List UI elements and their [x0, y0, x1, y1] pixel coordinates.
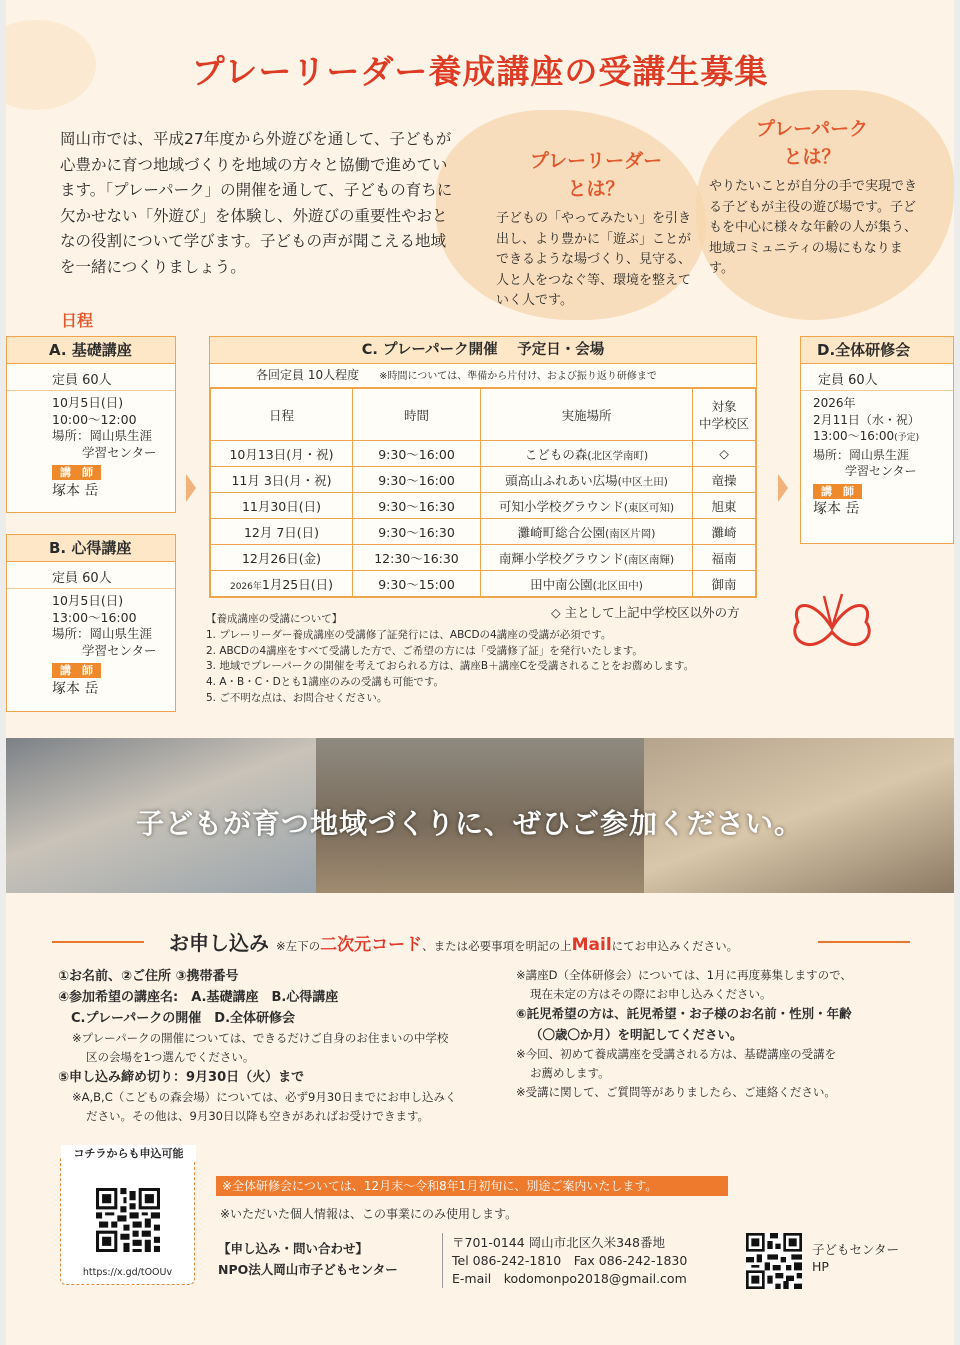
butterfly-icon — [784, 588, 880, 668]
course-d-place-2: 学習センター — [845, 464, 917, 478]
contact-org: 【申し込み・問い合わせ】 NPO法人岡山市子どもセンター — [218, 1241, 398, 1277]
course-b-capacity: 定員 60人 — [7, 562, 175, 589]
table-row: 2026年1月25日(日) 9:30〜15:00 田中南公園(北区田中) 御南 — [211, 571, 756, 597]
col-header-place: 実施場所 — [481, 389, 693, 441]
course-d-place: 場所：岡山県生涯 — [813, 447, 910, 462]
qr-label: コチラからも申込可能 — [61, 1145, 196, 1161]
table-row: 10月13日(月・祝) 9:30〜16:00 こどもの森(北区学南町) ◇ — [211, 441, 756, 467]
intro-text: 岡山市では、平成27年度から外遊びを通して、子どもが心豊かに育つ地域づくりを地域の方々と協働で進めています。「プレーパーク」の開催を通して、子どもの育ちに欠かせない「外遊び」を体験し、外遊びの重要性やおとなの役割について学びます。子どもの声が聞こえる地域を一緒につくりましょう。 — [60, 130, 453, 276]
course-a-date: 10月5日(日) — [52, 395, 124, 410]
course-b-date: 10月5日(日) — [52, 593, 124, 608]
playleader-description: 子どもの「やってみたい」を引き出し、より豊かに「遊ぶ」ことができるような場づくり、見守る、人と人をつなぐ等、環境を整えていく人です。 — [496, 211, 692, 308]
contact-email[interactable]: E-mail kodomonpo2018@gmail.com — [452, 1271, 687, 1286]
qr-application-box[interactable] — [60, 1147, 195, 1285]
privacy-note: ※いただいた個人情報は、この事業にのみ使用します。 — [220, 1207, 518, 1221]
col-header-date: 日程 — [211, 389, 353, 441]
course-c-capacity: 各回定員 10人程度 ※時間については、準備から片付け、および振り返り研修まで — [210, 364, 756, 388]
course-a-box — [6, 336, 176, 513]
course-c-box — [209, 336, 757, 598]
page-title: プレーリーダー養成講座の受講生募集 — [191, 52, 769, 91]
teacher-badge: 講 師 — [813, 484, 862, 499]
course-d-box — [800, 336, 954, 544]
photo-band — [6, 738, 954, 893]
hp-label: 子どもセンター HP — [812, 1242, 900, 1274]
course-b-time: 13:00〜16:00 — [52, 609, 137, 625]
contact-details — [452, 1234, 687, 1288]
divider — [818, 941, 910, 943]
flyer-page — [6, 0, 954, 1345]
schedule-table — [210, 388, 756, 597]
table-row: 11月30日(日) 9:30〜16:30 可知小学校グラウンド(東区可知) 旭東 — [211, 493, 756, 519]
diamond-note: ◇ 主として上記中学校区以外の方 — [551, 605, 740, 620]
course-d-year: 2026年 — [813, 396, 856, 410]
course-d-capacity: 定員 60人 — [801, 364, 953, 391]
divider — [442, 1233, 443, 1288]
table-row: 11月 3日(月・祝) 9:30〜16:00 頭高山ふれあい広場(中区土田) 竜操 — [211, 467, 756, 493]
course-a-place-2: 学習センター — [82, 444, 157, 460]
course-a-title: A. 基礎講座 — [7, 337, 175, 364]
course-c-title: C. プレーパーク開催 予定日・会場 — [210, 337, 756, 364]
course-notes: 【養成講座の受講について】 1. プレーリーダー養成講座の受講修了証発行には、ABCDの4講座の受講が必須です。 2. ABCDの4講座をすべて受講した方で、ご希望の方には「受講修了証」を発行いたします。 3. 地域でプレーパークの開催を考えておられる方は、講座B＋講座Cを受講されることをお薦めします。 4. A・B・C・Dとも1講座のみの受講も可能です。 5. ご不明な点は、お問合せください。 — [206, 613, 695, 704]
course-b-teacher: 塚本 岳 — [52, 680, 99, 697]
apply-requirements-right: ※講座D（全体研修会）については、1月に再度募集しますので、 現在未定の方はその際にお申し込みください。 ⑥託児希望の方は、託児希望・お子様のお名前・性別・年齢 （〇歳〇か月）を明記してください。 ※今回、初めて養成講座を受講される方は、基礎講座の受講を お薦めします。 ※受講に関して、ご質問等がありましたら、ご連絡ください。 — [516, 968, 852, 1099]
course-d-title: D.全体研修会 — [801, 337, 953, 364]
playpark-heading: プレーパーク とは？ — [755, 118, 869, 168]
arrow-right-icon — [186, 474, 196, 502]
course-a-capacity: 定員 60人 — [7, 364, 175, 391]
qr-code-icon[interactable] — [96, 1188, 160, 1252]
playpark-description: やりたいことが自分の手で実現できる子どもが主役の遊び場です。子どもを中心に様々な年齢の人が集う、地域コミュニティの場にもなります。 — [709, 179, 918, 276]
qr-url[interactable]: https://x.gd/tOOUv — [82, 1267, 173, 1278]
schedule-label: 日程 — [61, 311, 94, 330]
teacher-badge: 講 師 — [52, 465, 101, 480]
course-d-time: 13:00〜16:00(予定) — [813, 429, 920, 443]
course-b-box — [6, 534, 176, 712]
table-row: 12月26日(金) 12:30〜16:30 南輝小学校グラウンド(南区南輝) 福南 — [211, 545, 756, 571]
col-header-district: 対象 中学校区 — [693, 389, 756, 441]
course-a-place: 場所：岡山県生涯 — [52, 428, 153, 443]
contact-tel: Tel 086-242-1810 Fax 086-242-1830 — [452, 1253, 688, 1268]
photo-message: 子どもが育つ地域づくりに、ぜひご参加ください。 — [136, 807, 804, 840]
course-a-time: 10:00〜12:00 — [52, 411, 137, 427]
course-b-place-2: 学習センター — [82, 642, 157, 658]
arrow-right-icon — [778, 474, 788, 502]
table-row: 12月 7日(日) 9:30〜16:30 灘崎町総合公園(南区片岡) 灘崎 — [211, 519, 756, 545]
table-header-row — [211, 389, 756, 441]
course-b-title: B. 心得講座 — [7, 535, 175, 562]
course-b-place: 場所：岡山県生涯 — [52, 626, 153, 641]
notice-bar: ※全体研修会については、12月末～令和8年1月初旬に、別途ご案内いたします。 — [216, 1176, 728, 1196]
hp-qr-code-icon[interactable] — [746, 1233, 802, 1289]
teacher-badge: 講 師 — [52, 663, 101, 678]
col-header-time: 時間 — [353, 389, 481, 441]
course-a-teacher: 塚本 岳 — [52, 482, 99, 499]
course-d-teacher: 塚本 岳 — [813, 501, 860, 517]
course-d-date: 2月11日（水・祝） — [813, 412, 920, 427]
contact-address: 〒701-0144 岡山市北区久米348番地 — [452, 1235, 666, 1250]
apply-heading: お申し込み ※左下の二次元コード、または必要事項を明記の上Mailにてお申込みください。 — [169, 931, 739, 955]
apply-requirements-left: ①お名前、②ご住所 ③携帯番号 ④参加希望の講座名: A.基礎講座 B.心得講座 C.プレーパークの開催 D.全体研修会 ※プレーパークの開催については、できるだけご自身のお住まいの中学校 区の会場を1つ選んでください。 ⑤申し込み締め切り：9月30日（火）まで ※A,B,C（こどもの森会場）については、必ず9月30日までにお申し込みく ださい。その他は、9月30日以降も空きがあればお受けできます。 — [58, 969, 457, 1123]
playleader-heading: プレーリーダー とは？ — [529, 150, 663, 200]
divider — [52, 941, 144, 943]
